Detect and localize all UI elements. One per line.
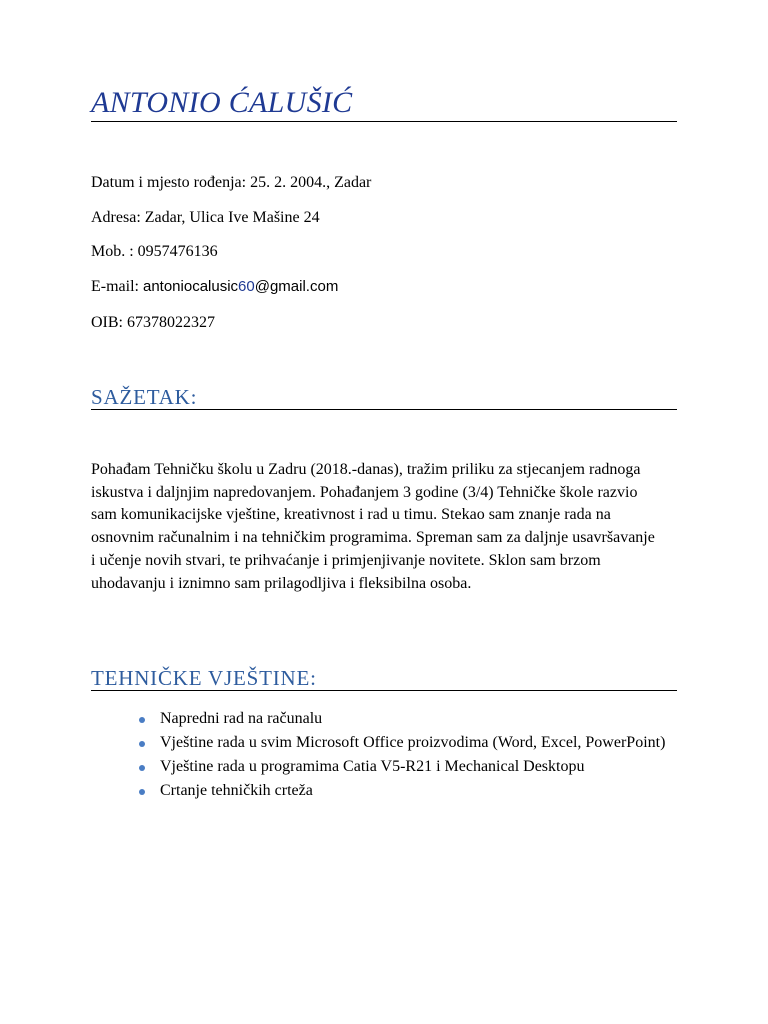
summary-heading: SAŽETAK: <box>91 385 198 409</box>
skills-divider <box>91 690 677 691</box>
bullet-icon <box>139 717 145 723</box>
list-item <box>91 780 677 802</box>
skill-text: Vještine rada u programima Catia V5-R21 i Mechanical Desktopu <box>160 758 585 775</box>
birth-info: Datum i mjesto rođenja: 25. 2. 2004., Zadar <box>91 174 372 191</box>
bullet-icon <box>139 765 145 771</box>
address-info: Adresa: Zadar, Ulica Ive Mašine 24 <box>91 209 320 226</box>
bullet-icon <box>139 741 145 747</box>
email-domain: @gmail.com <box>254 278 339 295</box>
email-local: antoniocalusic <box>142 278 239 295</box>
email-info <box>91 278 338 296</box>
skill-text: Crtanje tehničkih crteža <box>160 782 313 799</box>
person-name: ANTONIO ĆALUŠIĆ <box>91 86 353 119</box>
email-label: E-mail: <box>91 278 143 295</box>
phone-info: Mob. : 0957476136 <box>91 243 218 260</box>
skills-list <box>91 708 677 804</box>
list-item <box>91 708 677 730</box>
oib-info: OIB: 67378022327 <box>91 314 215 331</box>
bullet-icon <box>139 789 145 795</box>
skills-heading: TEHNIČKE VJEŠTINE: <box>91 666 317 690</box>
summary-text: Pohađam Tehničku školu u Zadru (2018.-danas), tražim priliku za stjecanjem radnoga iskustva i daljnjim napredovanjem. Pohađanjem 3 godine (3/4) Tehničke škole razvio sam komunikacijske vještine, kreativnost i rad u timu. Stekao sam znanje rada na osnovnim računalnim i na tehničkim programima. Spreman sam za daljnje usavršavanje i učenje novih stvari, te prihvaćanje i primjenjivanje novitete. Sklon sam brzom uhodavanju i iznimno sam prilagodljiva i fleksibilna osoba. <box>91 461 655 592</box>
summary-divider <box>91 409 677 410</box>
list-item <box>91 732 677 754</box>
skill-text: Napredni rad na računalu <box>160 710 323 727</box>
list-item <box>91 756 677 778</box>
email-digits: 60 <box>238 278 255 295</box>
name-divider <box>91 121 677 122</box>
skill-text: Vještine rada u svim Microsoft Office proizvodima (Word, Excel, PowerPoint) <box>160 734 666 751</box>
email-link[interactable] <box>143 278 338 295</box>
